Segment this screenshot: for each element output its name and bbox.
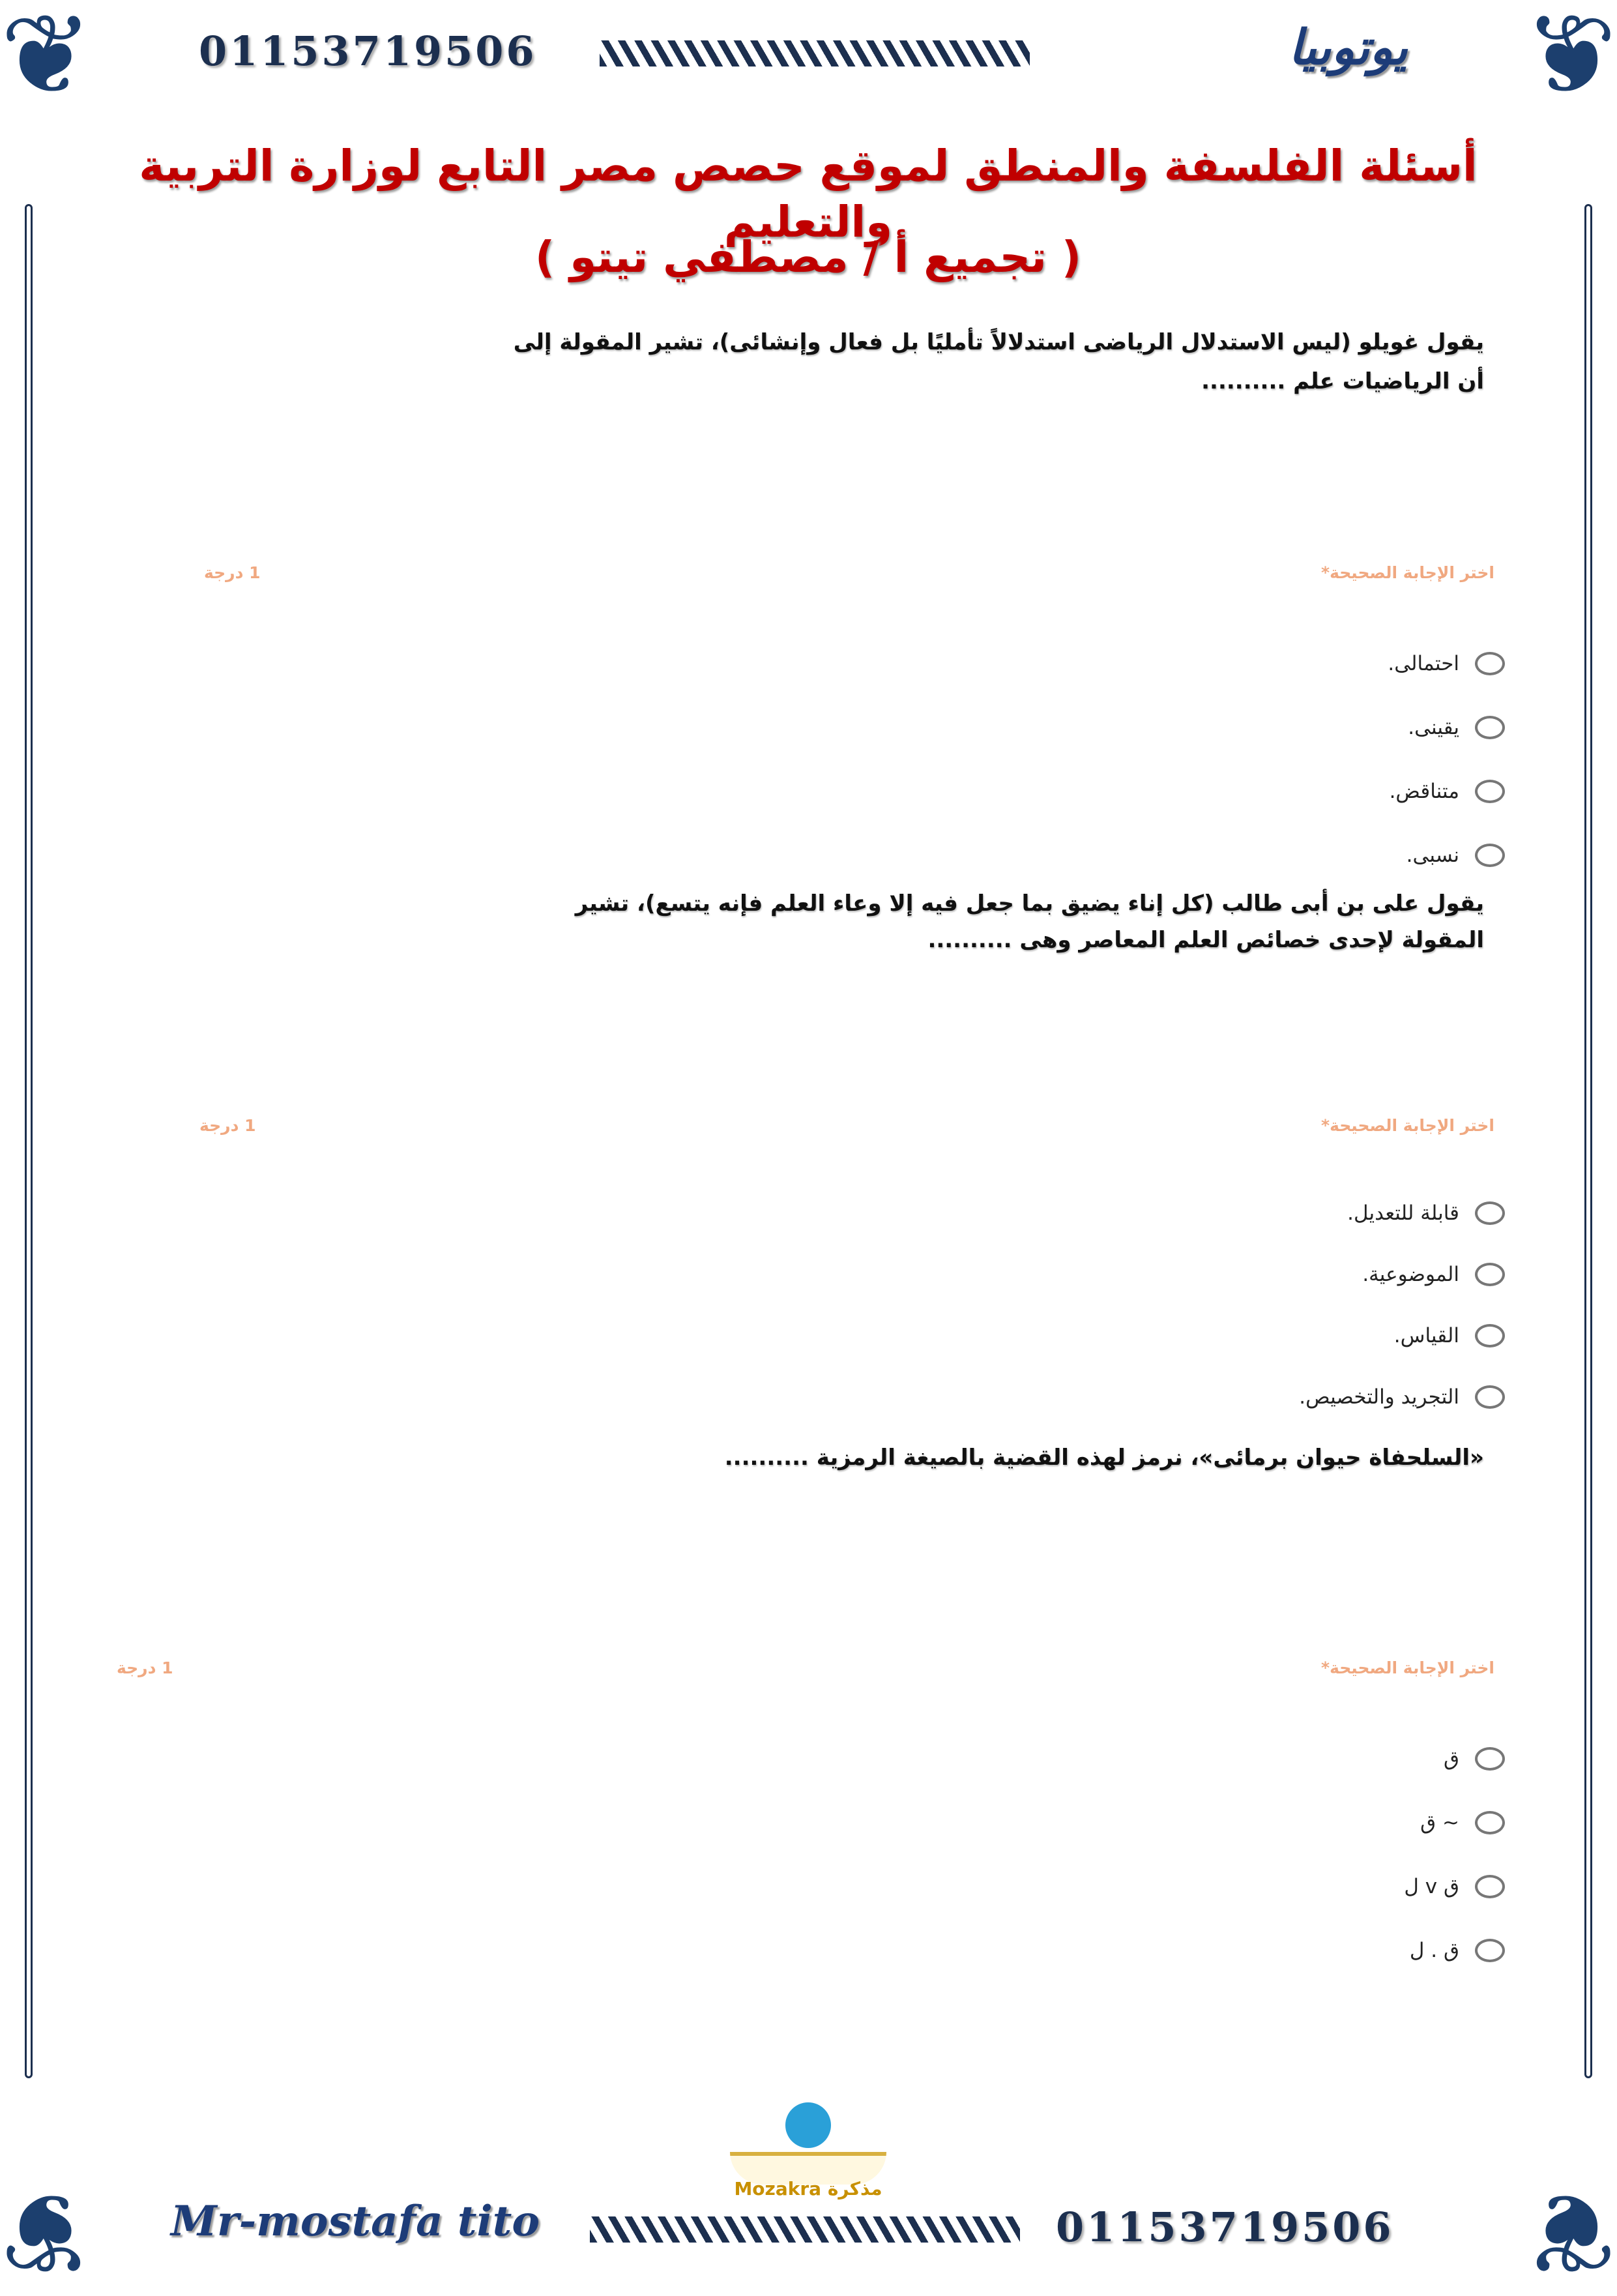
option-label: قابلة للتعديل. — [1347, 1201, 1459, 1225]
option-label: ق v ل — [1404, 1875, 1459, 1898]
radio-button[interactable] — [1475, 1385, 1505, 1409]
right-border-bar — [1584, 204, 1592, 2078]
radio-button[interactable] — [1475, 1939, 1505, 1962]
option-label: احتمالى. — [1388, 652, 1459, 675]
option[interactable] — [1114, 647, 1505, 680]
option[interactable] — [1114, 1870, 1505, 1903]
option[interactable] — [1114, 1743, 1505, 1775]
option-label: التجريد والتخصيص. — [1299, 1385, 1459, 1409]
option[interactable] — [1114, 1258, 1505, 1291]
radio-button[interactable] — [1475, 1324, 1505, 1347]
option-label: نسبى. — [1406, 844, 1459, 867]
radio-button[interactable] — [1475, 652, 1505, 675]
question-3-grade: 1 درجة — [117, 1658, 173, 1677]
footer-signature: Mr-mostafa tito — [171, 2197, 540, 2246]
corner-ornament-top-left: ❦ — [0, 0, 93, 120]
option-label: ~ ق — [1420, 1811, 1459, 1834]
question-1-grade: 1 درجة — [204, 563, 261, 582]
option[interactable] — [1114, 711, 1505, 744]
corner-ornament-bottom-right: ❦ — [1524, 2167, 1617, 2296]
brand-logo: يوتوبيا — [1288, 20, 1408, 76]
corner-ornament-bottom-left: ❦ — [0, 2167, 93, 2296]
option[interactable] — [1114, 1934, 1505, 1967]
radio-button[interactable] — [1475, 780, 1505, 803]
question-2-prompt: اختر الإجابة الصحيحة* — [1321, 1116, 1494, 1135]
left-border-bar — [25, 204, 33, 2078]
logo-text: Mozakra مذكرة — [734, 2178, 882, 2200]
radio-button[interactable] — [1475, 844, 1505, 867]
question-2-text-line2: المقولة لإحدى خصائص العلم المعاصر وهى .......... — [927, 927, 1484, 953]
question-3-text: «السلحفاة حيوان برمائى»، نرمز لهذه القضية بالصيغة الرمزية .......... — [724, 1445, 1484, 1471]
question-1-options — [1114, 647, 1505, 872]
question-3-options — [1114, 1743, 1505, 1967]
radio-button[interactable] — [1475, 1263, 1505, 1286]
question-1-text-line2: أن الرياضيات علم .......... — [1201, 368, 1484, 394]
option[interactable] — [1114, 1319, 1505, 1352]
option-label: ق . ل — [1409, 1939, 1459, 1962]
option[interactable] — [1114, 1381, 1505, 1413]
option-label: متناقض. — [1389, 780, 1459, 803]
question-1-text-line1: يقول غويلو (ليس الاستدلال الرياضى استدلالاً تأمليًا بل فعال وإنشائى)، تشير المقولة إلى — [513, 329, 1484, 355]
radio-button[interactable] — [1475, 1747, 1505, 1771]
graduate-icon — [785, 2102, 831, 2148]
option-label: ق — [1443, 1747, 1459, 1771]
question-2-grade: 1 درجة — [199, 1116, 256, 1135]
radio-button[interactable] — [1475, 1201, 1505, 1225]
footer-phone: 01153719506 — [1056, 2203, 1394, 2251]
question-3-prompt: اختر الإجابة الصحيحة* — [1321, 1658, 1494, 1677]
question-1-prompt: اختر الإجابة الصحيحة* — [1321, 563, 1494, 582]
corner-ornament-top-right: ❦ — [1524, 0, 1617, 120]
mozakra-logo — [717, 2102, 899, 2233]
question-2-text-line1: يقول على بن أبى طالب (كل إناء يضيق بما جعل فيه إلا وعاء العلم فإنه يتسع)، تشير — [575, 890, 1484, 917]
option-label: يقينى. — [1408, 716, 1459, 739]
header-decorative-band — [600, 40, 1030, 66]
radio-button[interactable] — [1475, 716, 1505, 739]
page-title-line1: أسئلة الفلسفة والمنطق لموقع حصص مصر التابع لوزارة التربية والتعليم — [139, 141, 1478, 247]
header-phone: 01153719506 — [199, 27, 537, 75]
question-2-options — [1114, 1197, 1505, 1413]
option[interactable] — [1114, 839, 1505, 872]
option[interactable] — [1114, 1806, 1505, 1839]
option-label: الموضوعية. — [1362, 1263, 1459, 1286]
page-title-line2: ( تجميع أ / مصطفي تيتو ) — [534, 232, 1082, 282]
option-label: القياس. — [1393, 1324, 1459, 1347]
option[interactable] — [1114, 1197, 1505, 1229]
radio-button[interactable] — [1475, 1875, 1505, 1898]
radio-button[interactable] — [1475, 1811, 1505, 1834]
option[interactable] — [1114, 775, 1505, 808]
